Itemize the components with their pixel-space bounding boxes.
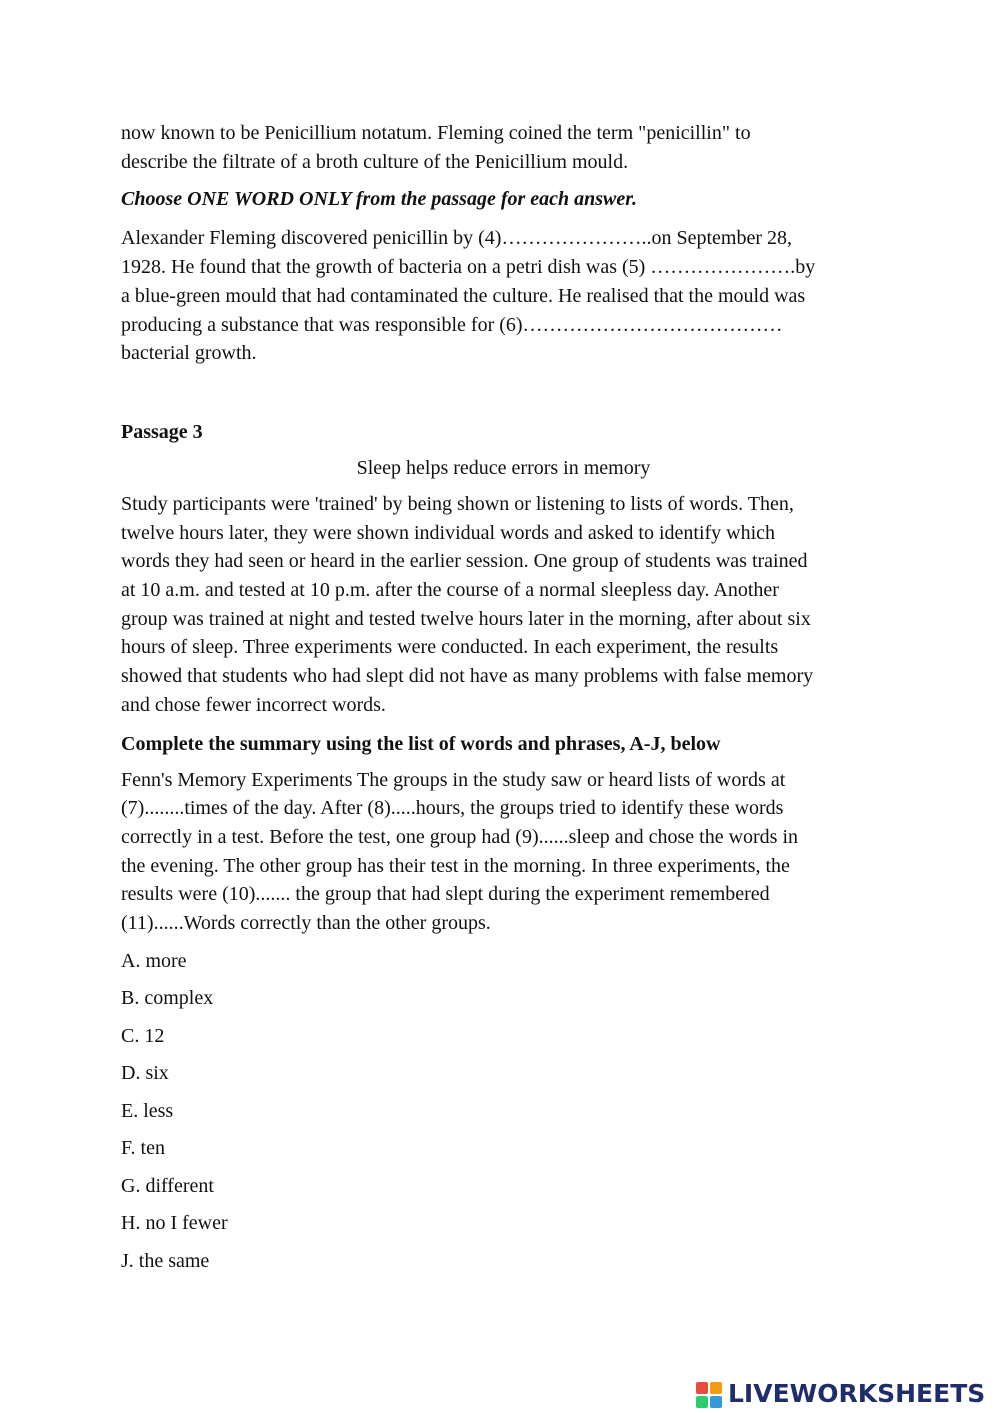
passage3-line: group was trained at night and tested twelve hours later in the morning, after about six xyxy=(121,607,811,630)
option-item: A. more xyxy=(121,949,187,972)
options-list xyxy=(121,947,886,1275)
passage3-line: hours of sleep. Three experiments were conducted. In each experiment, the results xyxy=(121,636,779,659)
memory-line: the evening. The other group has their test in the morning. In three experiments, the xyxy=(121,854,790,877)
logo-text: LIVEWORKSHEETS xyxy=(728,1379,986,1408)
worksheet-page xyxy=(121,119,886,1275)
fleming-line: a blue-green mould that had contaminated the culture. He realised that the mould was xyxy=(121,284,806,307)
liveworksheets-logo[interactable] xyxy=(694,1376,985,1412)
option-item: D. six xyxy=(121,1062,169,1085)
passage3-line: Study participants were 'trained' by being shown or listening to lists of words. Then, xyxy=(121,492,794,515)
fleming-line: producing a substance that was responsible for (6)………………………………… xyxy=(121,313,783,336)
option-item: G. different xyxy=(121,1174,214,1197)
fleming-line: bacterial growth. xyxy=(121,342,257,365)
passage3-line: words they had seen or heard in the earlier session. One group of students was trained xyxy=(121,550,808,573)
memory-line: Fenn's Memory Experiments The groups in the study saw or heard lists of words at xyxy=(121,768,786,791)
passage2-tail xyxy=(121,119,886,176)
passage2-line: now known to be Penicillium notatum. Fleming coined the term "penicillin" to xyxy=(121,122,751,144)
passage3-line: twelve hours later, they were shown individual words and asked to identify which xyxy=(121,521,776,544)
option-item: E. less xyxy=(121,1099,174,1122)
passage3-line: showed that students who had slept did not have as many problems with false memory xyxy=(121,665,814,688)
passage3-line: and chose fewer incorrect words. xyxy=(121,693,386,716)
liveworksheets-logo-icon xyxy=(694,1378,726,1410)
memory-line: results were (10)....... the group that had slept during the experiment remembered xyxy=(121,883,770,906)
option-item: C. 12 xyxy=(121,1024,165,1047)
memory-summary xyxy=(121,766,886,938)
instruction-summary: Complete the summary using the list of words and phrases, A-J, below xyxy=(121,732,721,755)
option-item: F. ten xyxy=(121,1137,165,1160)
fleming-summary xyxy=(121,224,886,368)
fleming-line: 1928. He found that the growth of bacteria on a petri dish was (5) ………………….by xyxy=(121,256,816,279)
passage3-heading: Passage 3 xyxy=(121,420,203,443)
memory-line: (7)........times of the day. After (8).....hours, the groups tried to identify these words xyxy=(121,797,784,820)
fleming-line: Alexander Fleming discovered penicillin by (4)…………………..on September 28, xyxy=(121,227,792,250)
memory-line: correctly in a test. Before the test, one group had (9)......sleep and chose the words in xyxy=(121,825,799,848)
passage3-line: at 10 a.m. and tested at 10 p.m. after the course of a normal sleepless day. Another xyxy=(121,579,779,602)
passage2-line: describe the filtrate of a broth culture of the Penicillium mould. xyxy=(121,150,629,173)
option-item: J. the same xyxy=(121,1249,210,1272)
option-item: B. complex xyxy=(121,987,214,1010)
instruction-one-word: Choose ONE WORD ONLY from the passage for each answer. xyxy=(121,188,637,211)
passage3-body xyxy=(121,490,886,720)
passage3-title: Sleep helps reduce errors in memory xyxy=(356,456,651,479)
option-item: H. no I fewer xyxy=(121,1212,228,1235)
memory-line: (11)......Words correctly than the other groups. xyxy=(121,912,491,935)
